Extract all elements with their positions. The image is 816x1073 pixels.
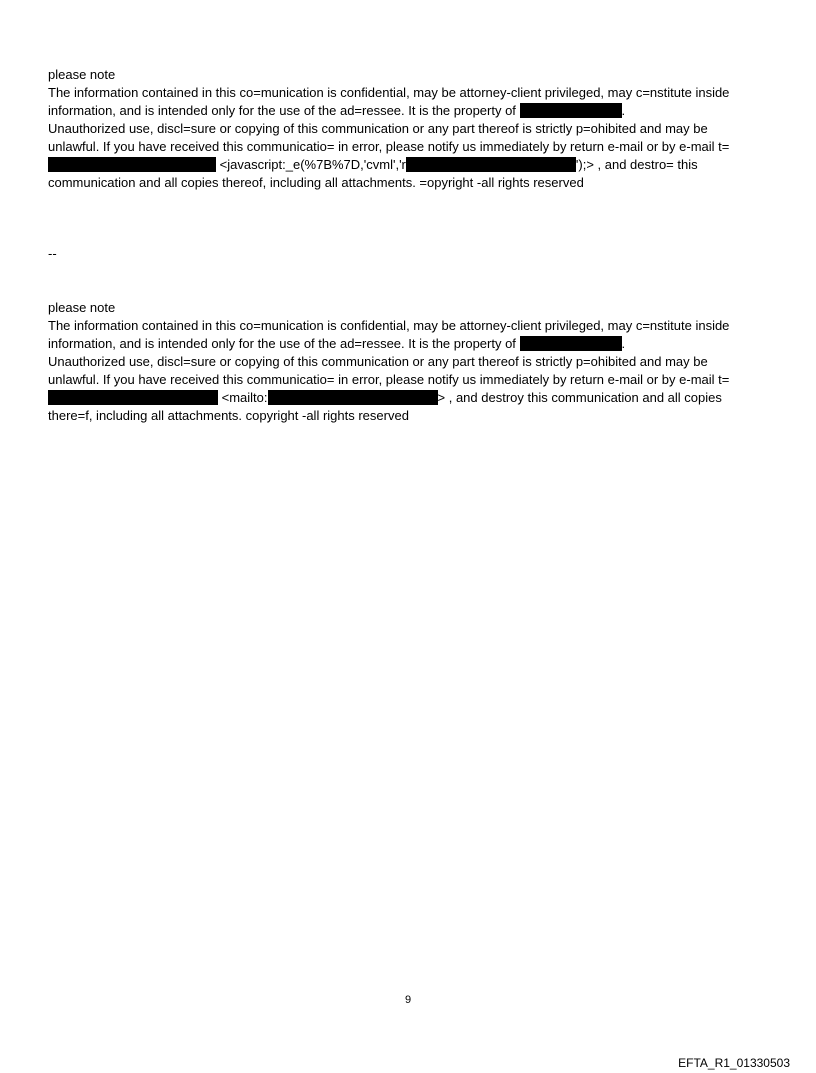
notice-block-2 <box>48 299 778 425</box>
notice-line-property <box>48 102 778 120</box>
notice-text: ');> , and destro= this <box>575 157 698 172</box>
document-id: EFTA_R1_01330503 <box>678 1056 790 1070</box>
redaction-box <box>520 336 622 351</box>
notice-line: The information contained in this co=munication is confidential, may be attorney-client privileged, may c=nstitute inside <box>48 318 730 333</box>
notice-line: communication and all copies thereof, including all attachments. =opyright -all rights reserved <box>48 175 584 190</box>
notice-heading: please note <box>48 300 116 315</box>
notice-line: Unauthorized use, discl=sure or copying of this communication or any part thereof is strictly p=ohibited and may be <box>48 354 708 369</box>
redaction-box <box>520 103 622 118</box>
redaction-box <box>406 157 576 172</box>
page-number: 9 <box>404 994 412 1006</box>
notice-text: <javascript:_e(%7B%7D,'cvml','r <box>219 157 406 172</box>
redaction-box <box>268 390 438 405</box>
notice-line: Unauthorized use, discl=sure or copying of this communication or any part thereof is strictly p=ohibited and may be <box>48 121 708 136</box>
notice-text: . <box>621 336 626 351</box>
redaction-box <box>48 390 218 405</box>
notice-line: there=f, including all attachments. copyright -all rights reserved <box>48 408 409 423</box>
notice-text: information, and is intended only for the use of the ad=ressee. It is the property of <box>48 103 516 118</box>
notice-heading: please note <box>48 67 116 82</box>
notice-line: The information contained in this co=munication is confidential, may be attorney-client privileged, may c=nstitute inside <box>48 85 730 100</box>
notice-line: unlawful. If you have received this communicatio= in error, please notify us immediately by return e-mail or by e-mail t= <box>48 372 730 387</box>
notice-line-property <box>48 335 778 353</box>
notice-line-contact <box>48 389 778 407</box>
notice-block-1 <box>48 66 778 192</box>
notice-text: <mailto: <box>221 390 268 405</box>
redaction-box <box>48 157 216 172</box>
notice-line: unlawful. If you have received this communicatio= in error, please notify us immediately by return e-mail or by e-mail t= <box>48 139 730 154</box>
notice-text: information, and is intended only for the use of the ad=ressee. It is the property of <box>48 336 516 351</box>
signature-separator: -- <box>48 246 57 261</box>
notice-line-contact <box>48 156 778 174</box>
notice-text: . <box>621 103 626 118</box>
notice-text: > , and destroy this communication and all copies <box>437 390 722 405</box>
